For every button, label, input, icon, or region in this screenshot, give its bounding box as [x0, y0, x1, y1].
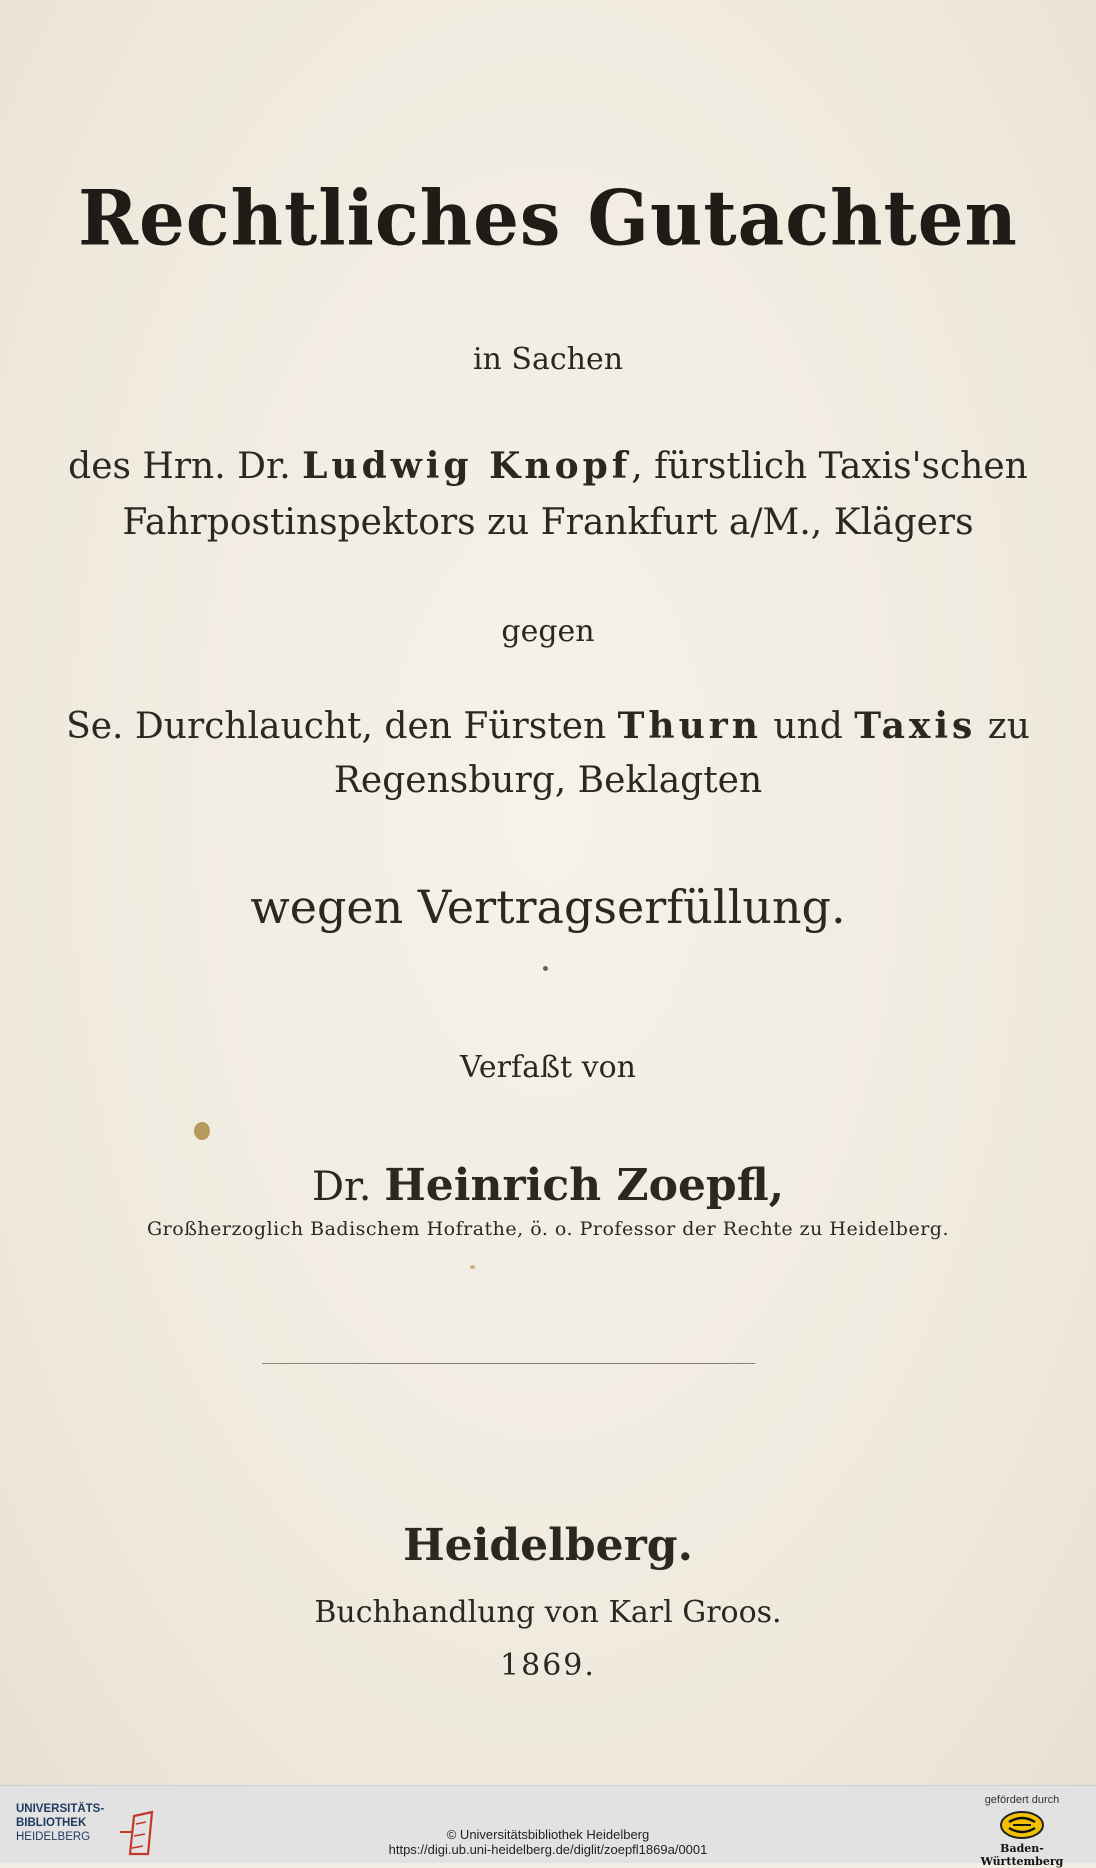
publisher-line: Buchhandlung von Karl Groos.	[314, 1595, 782, 1630]
defendant-prefix: Se. Durchlaucht, den Fürsten	[66, 706, 618, 747]
plaintiff-line-2: Fahrpostinspektors zu Frankfurt a/M., Klägers	[122, 502, 974, 543]
author-line	[0, 1160, 1096, 1211]
plaintiff-suffix: , fürstlich Taxis'schen	[631, 446, 1028, 487]
plaintiff-prefix: des Hrn. Dr.	[68, 446, 303, 487]
library-name-line-1: UNIVERSITÄTS-	[16, 1803, 105, 1815]
library-name-line-2: BIBLIOTHEK	[16, 1817, 87, 1829]
in-sachen-text: in Sachen	[472, 342, 624, 377]
sponsor-name: Baden-Württemberg	[980, 1842, 1064, 1868]
defendant-und: und	[761, 706, 855, 747]
gegen-text: gegen	[501, 614, 595, 649]
defendant-line-1	[0, 705, 1096, 747]
page-url-link[interactable]: https://digi.ub.uni-heidelberg.de/diglit/zoepfl1869a/0001	[388, 1842, 708, 1857]
divider-rule	[262, 1363, 755, 1364]
copyright-text: © Universitätsbibliothek Heidelberg	[446, 1827, 650, 1842]
sponsor-label: gefördert durch	[984, 1794, 1060, 1806]
defendant-name-taxis: Taxis	[854, 705, 977, 747]
plaintiff-name: Ludwig Knopf	[302, 445, 632, 487]
baden-wuerttemberg-seal-icon	[999, 1810, 1045, 1840]
defendant-line-2: Regensburg, Beklagten	[333, 760, 763, 801]
paper-stain	[194, 1122, 210, 1140]
subject-line: wegen Vertragserfüllung.	[250, 880, 846, 934]
paper-speck	[543, 966, 548, 971]
author-prefix: Dr.	[311, 1164, 385, 1210]
sponsor-block	[962, 1794, 1082, 1868]
page-footer	[0, 1785, 1096, 1868]
verfasst-text: Verfaßt von	[460, 1050, 636, 1085]
defendant-name-thurn: Thurn	[617, 705, 762, 747]
paper-speck	[470, 1265, 475, 1269]
library-name-line-3: HEIDELBERG	[16, 1831, 91, 1843]
defendant-suffix: zu	[976, 706, 1030, 747]
document-title: Rechtliches Gutachten	[78, 172, 1018, 263]
publication-year: 1869.	[500, 1648, 596, 1683]
author-name: Heinrich Zoepfl,	[384, 1160, 785, 1211]
plaintiff-line-1	[0, 445, 1096, 487]
publication-city: Heidelberg.	[403, 1520, 693, 1571]
author-affiliation: Großherzoglich Badischem Hofrathe, ö. o. Professor der Rechte zu Heidelberg.	[147, 1218, 949, 1240]
